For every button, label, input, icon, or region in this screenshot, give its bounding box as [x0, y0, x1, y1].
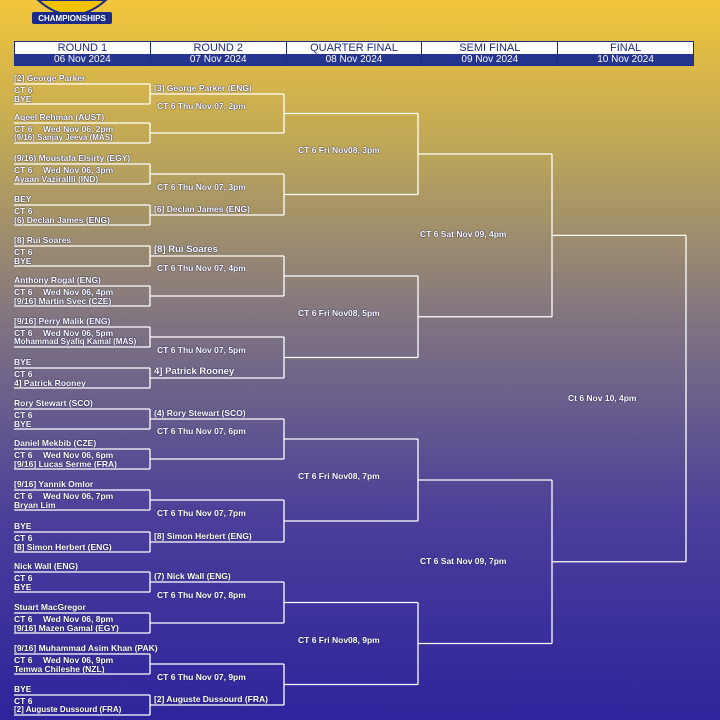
- r1-player-bottom: Bryan Lim: [14, 500, 56, 510]
- r1-player-bottom: [9/16] Mazen Gamal (EGY): [14, 623, 119, 633]
- r1-match-time: Wed Nov 06, 2pm: [43, 124, 114, 134]
- r2-match-info: CT 6 Thu Nov 07, 2pm: [157, 100, 246, 111]
- r1-player-bottom: 4] Patrick Rooney: [14, 378, 86, 388]
- r2-player-bottom: [8] Simon Herbert (ENG): [154, 531, 252, 541]
- r1-court: CT 6: [14, 450, 33, 460]
- r1-player-top: Nick Wall (ENG): [14, 561, 78, 571]
- r2-player-bottom: 4] Patrick Rooney: [154, 366, 235, 377]
- r1-court: CT 6: [14, 410, 33, 420]
- round-name: SEMI FINAL: [422, 42, 557, 54]
- r1-player-top: [8] Rui Soares: [14, 235, 72, 245]
- qf-match-info: CT 6 Fri Nov08, 3pm: [298, 145, 380, 155]
- r1-match-time: Wed Nov 06, 8pm: [43, 614, 114, 624]
- r1-player-bottom: BYE: [14, 419, 32, 429]
- r1-player-top: [9/16] Muhammad Asim Khan (PAK): [14, 643, 158, 653]
- round-name: ROUND 1: [15, 42, 150, 54]
- r2-player-bottom: [6] Declan James (ENG): [154, 204, 250, 214]
- round-name: ROUND 2: [151, 42, 286, 54]
- r1-player-top: [9/16] Yannik Omlor: [14, 479, 94, 489]
- r2-player-top: [8] Rui Soares: [154, 244, 218, 255]
- round-date: 10 Nov 2024: [558, 54, 693, 65]
- r1-court: CT 6: [14, 287, 33, 297]
- r2-match-info: CT 6 Thu Nov 07, 3pm: [157, 181, 246, 192]
- r1-player-bottom: BYE: [14, 94, 32, 104]
- r1-player-bottom: Mohammad Syafiq Kamal (MAS): [14, 337, 137, 346]
- r2-match-info: CT 6 Thu Nov 07, 4pm: [157, 263, 246, 273]
- round-date: 06 Nov 2024: [15, 54, 150, 65]
- r1-player-top: Aqeel Rehman (AUST): [14, 112, 105, 122]
- r1-player-top: BYE: [14, 357, 32, 367]
- r2-match-info: CT 6 Thu Nov 07, 9pm: [157, 671, 246, 682]
- r1-court: CT 6: [14, 247, 33, 257]
- r1-match-time: Wed Nov 06, 9pm: [43, 655, 114, 665]
- r1-player-top: Stuart MacGregor: [14, 602, 86, 612]
- r1-player-bottom: BYE: [14, 582, 32, 592]
- r2-match-info: CT 6 Thu Nov 07, 6pm: [157, 426, 246, 436]
- r2-match-info: CT 6 Thu Nov 07, 8pm: [157, 589, 246, 600]
- r1-court: CT 6: [14, 533, 33, 543]
- r1-player-bottom: [8] Simon Herbert (ENG): [14, 542, 112, 552]
- r1-match-time: Wed Nov 06, 4pm: [43, 287, 114, 297]
- round-date: 09 Nov 2024: [422, 54, 557, 65]
- r1-player-top: BEY: [14, 194, 32, 204]
- r1-court: CT 6: [14, 206, 33, 216]
- round-name: QUARTER FINAL: [287, 42, 422, 54]
- r1-player-bottom: (9/16) Sanjay Jeeva (MAS): [14, 133, 113, 142]
- r2-match-info: CT 6 Thu Nov 07, 7pm: [157, 508, 246, 518]
- r1-court: CT 6: [14, 491, 33, 501]
- r1-player-bottom: BYE: [14, 256, 32, 266]
- r2-player-top: (7) Nick Wall (ENG): [154, 571, 231, 581]
- r1-court: CT 6: [14, 369, 33, 379]
- r1-match-time: Wed Nov 06, 3pm: [43, 165, 114, 175]
- r1-court: CT 6: [14, 85, 33, 95]
- r1-match-time: Wed Nov 06, 5pm: [43, 328, 114, 338]
- r1-court: CT 6: [14, 696, 33, 706]
- r1-player-bottom: (6) Declan James (ENG): [14, 215, 110, 225]
- r1-match-time: Wed Nov 06, 7pm: [43, 491, 114, 501]
- r1-player-bottom: Temwa Chileshe (NZL): [14, 664, 105, 674]
- r1-court: CT 6: [14, 165, 33, 175]
- r1-court: CT 6: [14, 573, 33, 583]
- r1-player-top: [9/16] Perry Malik (ENG): [14, 316, 111, 326]
- qf-match-info: CT 6 Fri Nov08, 5pm: [298, 307, 380, 318]
- r1-player-bottom: [9/16] Lucas Serme (FRA): [14, 459, 117, 469]
- r2-player-top: (4) Rory Stewart (SCO): [154, 408, 246, 418]
- r1-match-time: Wed Nov 06, 6pm: [43, 450, 114, 460]
- r1-player-bottom: [2] Auguste Dussourd (FRA): [14, 705, 122, 714]
- r1-court: CT 6: [14, 655, 33, 665]
- r1-player-top: Daniel Mekbib (CZE): [14, 438, 97, 448]
- r1-player-top: (9/16) Moustafa Elsirty (EGY): [14, 153, 131, 163]
- r1-player-bottom: Ayaan Vazirallli (IND): [14, 174, 99, 184]
- round-name: FINAL: [558, 42, 693, 54]
- r1-court: CT 6: [14, 124, 33, 134]
- r1-court: CT 6: [14, 328, 33, 338]
- round-date: 08 Nov 2024: [287, 54, 422, 65]
- r1-player-bottom: [9/16] Martin Svec (CZE): [14, 296, 112, 306]
- r1-court: CT 6: [14, 614, 33, 624]
- qf-match-info: CT 6 Fri Nov08, 9pm: [298, 634, 380, 645]
- sf-match-info: CT 6 Sat Nov 09, 4pm: [420, 229, 507, 240]
- r1-player-top: BYE: [14, 684, 32, 694]
- r2-player-top: [3] George Parker (ENG): [154, 83, 252, 93]
- r1-player-top: Rory Stewart (SCO): [14, 398, 93, 408]
- r2-match-info: CT 6 Thu Nov 07, 5pm: [157, 344, 246, 355]
- r2-player-bottom: [2] Auguste Dussourd (FRA): [154, 694, 268, 704]
- r1-player-top: BYE: [14, 521, 32, 531]
- qf-match-info: CT 6 Fri Nov08, 7pm: [298, 471, 380, 481]
- round-date: 07 Nov 2024: [151, 54, 286, 65]
- r1-player-top: Anthony Rogal (ENG): [14, 275, 101, 285]
- r1-player-top: [2] George Parker: [14, 73, 86, 83]
- sf-match-info: CT 6 Sat Nov 09, 7pm: [420, 555, 507, 566]
- final-match-info: Ct 6 Nov 10, 4pm: [568, 392, 637, 403]
- logo-text: CHAMPIONSHIPS: [38, 14, 106, 23]
